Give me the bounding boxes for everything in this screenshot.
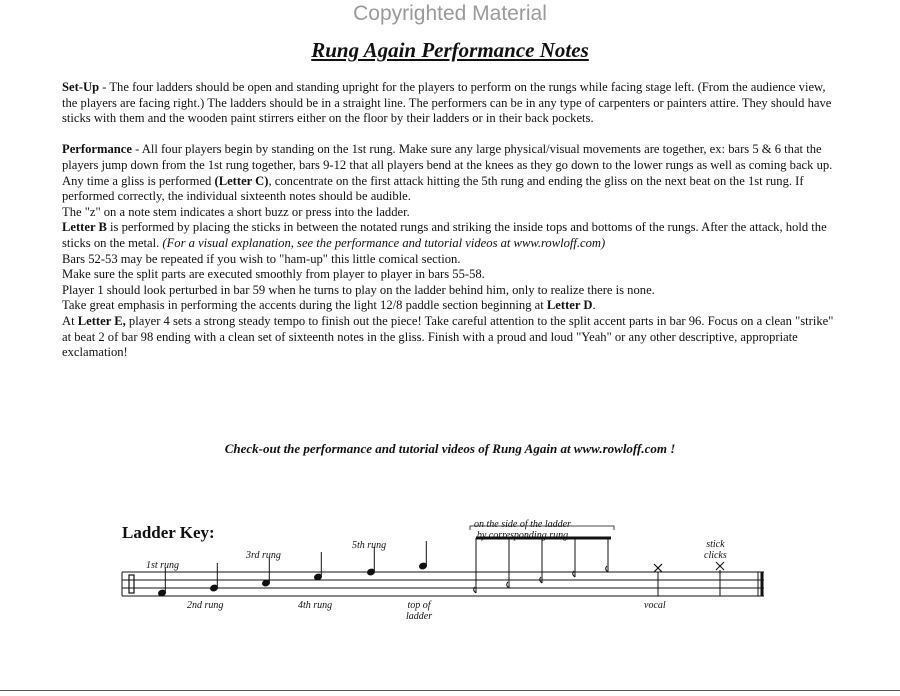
at-text: At xyxy=(62,313,78,328)
letter-d: Letter D xyxy=(546,298,593,313)
label-top-of-ladder xyxy=(406,600,432,622)
label-5th-rung: 5th rung xyxy=(352,540,387,551)
letter-e-text: player 4 sets a strong steady tempo to finish out the piece! Take careful attention to the split accent parts in bar 96. Focus on a clean "strike" at beat 2 of bar 98 ending with a clean set of sixteenth notes in the gliss. Finish with a proud and loud "Yeah" or any other descriptive, appropriate exclamation! xyxy=(62,313,834,360)
bars-52-paragraph: Bars 52-53 may be repeated if you wish to "ham-up" this little comical section. xyxy=(62,251,461,266)
gliss-text-b: , concentrate on the first attack hitting the 5th rung and ending the gliss on the next beat on the 1st rung. If performed correctly, the individual sixteenth notes should be audible. xyxy=(62,173,804,204)
label-top-line: top of xyxy=(407,600,431,611)
label-stick-clicks xyxy=(704,539,727,561)
gliss-paragraph xyxy=(62,174,838,205)
page-bottom-rule xyxy=(0,690,900,691)
page-title: Rung Again Performance Notes xyxy=(311,38,589,62)
letter-e-paragraph xyxy=(62,314,838,361)
setup-label: Set-Up xyxy=(62,80,100,94)
stick-click-note xyxy=(716,562,724,596)
label-side-line1: on the side of the ladder xyxy=(474,519,571,530)
label-side-of-ladder xyxy=(474,519,571,541)
emphasis-text-b: . xyxy=(592,298,596,313)
letter-b-text: is performed by placing the sticks in between the notated rungs and striking the inside tops and bottoms of the rungs. After the attack, hold the sticks on the metal. xyxy=(62,220,827,250)
video-callout: Check-out the performance and tutorial videos of Rung Again at www.rowloff.com ! xyxy=(224,441,676,456)
label-1st-rung: 1st rung xyxy=(146,560,180,571)
ladder-key-title: Ladder Key: xyxy=(122,523,215,542)
label-clicks-line: clicks xyxy=(704,550,727,561)
label-stick-line: stick xyxy=(706,539,725,550)
z-note-paragraph: The "z" on a note stem indicates a short buzz or press into the ladder. xyxy=(62,204,410,219)
neutral-clef xyxy=(129,575,134,593)
emphasis-paragraph xyxy=(62,298,838,314)
letter-c: (Letter C) xyxy=(214,173,269,188)
side-of-ladder-notes xyxy=(474,538,611,593)
emphasis-text-a: Take great emphasis in performing the accents during the light 12/8 paddle section beginning at xyxy=(62,298,547,313)
label-3rd-rung: 3rd rung xyxy=(246,550,281,561)
gliss-text-a: Any time a gliss is performed xyxy=(62,173,215,188)
performance-text: - All four players begin by standing on the 1st rung. Make sure any large physical/visual movements are together, ex: bars 5 & 6 that the players jump down from the 1st rung together, bars 9-12 that all players bend at the knees as they go down to the lower rungs as well as coming back up. xyxy=(62,142,833,172)
label-2nd-rung: 2nd rung xyxy=(187,600,224,611)
setup-text: - The four ladders should be open and standing upright for the players to perform on the rungs while facing stage left. (From the audience view, the players are facing right.) The ladders should be in a straight line. The performers can be in any type of carpenters or painters attire. They should have sticks with them and the wooden paint stirrers either on the floor by their ladders or in their back pockets. xyxy=(62,80,832,126)
performance-paragraph xyxy=(62,142,838,173)
staff-lines xyxy=(122,572,764,596)
letter-b-paragraph xyxy=(62,220,838,251)
ladder-key-staff xyxy=(0,500,900,630)
split-paragraph: Make sure the split parts are executed smoothly from player to player in bars 55-58. xyxy=(62,267,485,282)
label-4th-rung: 4th rung xyxy=(298,600,333,611)
letter-b: Letter B xyxy=(62,220,107,235)
label-vocal: vocal xyxy=(644,600,666,611)
performance-label: Performance xyxy=(62,142,132,157)
copyright-watermark: Copyrighted Material xyxy=(353,2,547,25)
player1-paragraph: Player 1 should look perturbed in bar 59 when he turns to play on the ladder behind him, only to realize there is none. xyxy=(62,282,655,297)
notes-body xyxy=(62,80,838,361)
label-ladder-line: ladder xyxy=(406,611,433,622)
letter-b-italic: (For a visual explanation, see the performance and tutorial videos at www.rowloff.com) xyxy=(162,235,606,250)
setup-paragraph xyxy=(62,80,838,127)
letter-e: Letter E, xyxy=(77,313,126,328)
label-side-line2: by corresponding rung xyxy=(476,530,569,541)
